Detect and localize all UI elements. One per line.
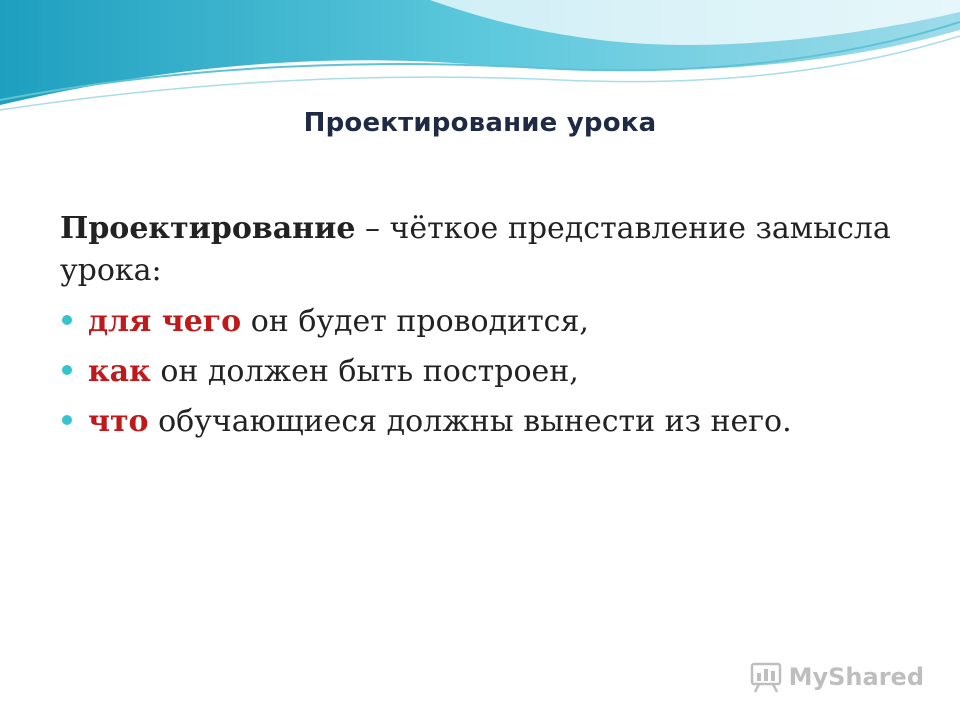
bullet-dot [62, 365, 72, 375]
bullet-keyword: как [88, 354, 151, 389]
slide-title: Проектирование урока [303, 108, 657, 138]
intro-text: – чёткое представление замысла урока: [60, 211, 891, 288]
watermark [749, 660, 924, 694]
bullet-item-purpose [60, 298, 920, 348]
bullet-text: он будет проводится, [241, 304, 589, 339]
bullet-item-structure [60, 348, 920, 398]
bullet-list [60, 298, 920, 448]
bullet-keyword: что [88, 404, 149, 439]
intro-paragraph [60, 208, 900, 292]
bullet-text: он должен быть построен, [150, 354, 579, 389]
watermark-label: MyShared [788, 663, 924, 691]
bullet-dot [62, 315, 72, 325]
bullet-item-outcome [60, 398, 920, 448]
bullet-keyword: для чего [88, 304, 242, 339]
presentation-board-icon [749, 660, 783, 694]
intro-term: Проектирование [60, 211, 356, 246]
bullet-dot [62, 415, 72, 425]
header-wave-decoration [0, 0, 960, 120]
bullet-text: обучающиеся должны вынести из него. [148, 404, 792, 439]
